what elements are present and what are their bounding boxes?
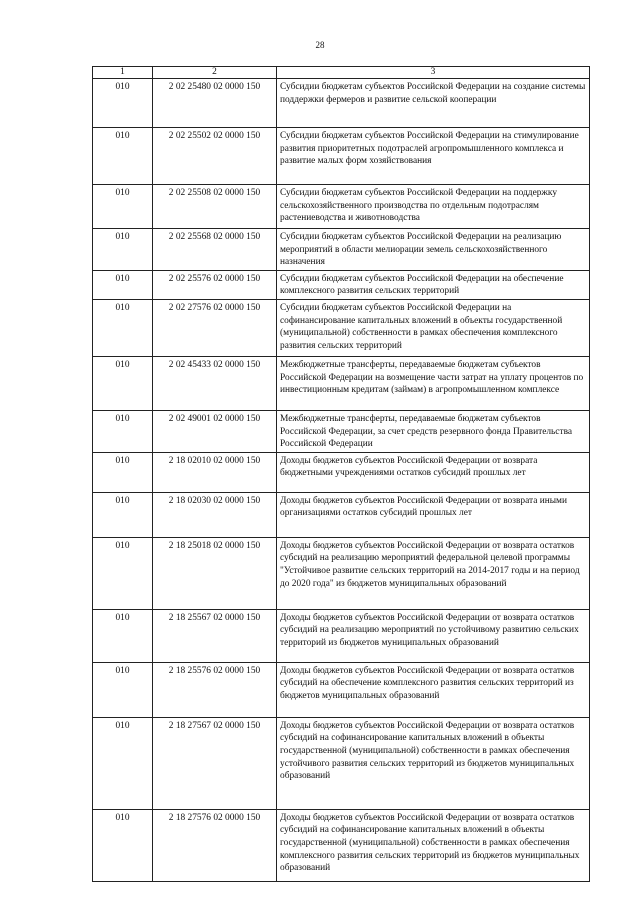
description-cell: Субсидии бюджетам субъектов Российской Федерации на стимулирование развития приоритетных подотраслей агропромышленного комплекса и развитие малых форм хозяйствования [277,128,590,185]
admin-code-cell: 010 [93,537,153,609]
admin-code-cell: 010 [93,809,153,881]
admin-code-cell: 010 [93,717,153,809]
table-row [93,229,590,271]
description-cell: Субсидии бюджетам субъектов Российской Федерации на поддержку сельскохозяйственного производства по отдельным подотраслям растениеводства и животноводства [277,185,590,229]
table-row [93,492,590,537]
admin-code-cell: 010 [93,609,153,662]
table-row [93,128,590,185]
admin-code-cell: 010 [93,128,153,185]
description-cell: Межбюджетные трансферты, передаваемые бюджетам субъектов Российской Федерации, за счет средств резервного фонда Правительства Российской Федерации [277,410,590,452]
description-cell: Доходы бюджетов субъектов Российской Федерации от возврата остатков субсидий на софинансирование капитальных вложений в объекты государственной (муниципальной) собственности в рамках обеспечения комплексного развития сельских территорий из бюджетов муниципальных образований [277,809,590,881]
table-row [93,717,590,809]
description-cell: Доходы бюджетов субъектов Российской Федерации от возврата иными организациями остатков субсидий прошлых лет [277,492,590,537]
description-cell: Доходы бюджетов субъектов Российской Федерации от возврата остатков субсидий на софинансирование капитальных вложений в объекты государственной (муниципальной) собственности в рамках обеспечения устойчивого развития сельских территорий из бюджетов муниципальных образований [277,717,590,809]
admin-code-cell: 010 [93,452,153,492]
table-row [93,662,590,717]
description-cell: Субсидии бюджетам субъектов Российской Федерации на создание системы поддержки фермеров и развитие сельской кооперации [277,79,590,128]
description-cell: Доходы бюджетов субъектов Российской Федерации от возврата бюджетными учреждениями остатков субсидий прошлых лет [277,452,590,492]
admin-code-cell: 010 [93,410,153,452]
page-number: 28 [315,40,325,50]
budget-code-cell: 2 02 25576 02 0000 150 [153,270,277,299]
table-body [93,79,590,882]
budget-code-cell: 2 02 25480 02 0000 150 [153,79,277,128]
budget-code-cell: 2 02 25502 02 0000 150 [153,128,277,185]
header-col-3: 3 [277,67,590,79]
table-row [93,185,590,229]
admin-code-cell: 010 [93,492,153,537]
table-row [93,79,590,128]
header-col-2: 2 [153,67,277,79]
admin-code-cell: 010 [93,662,153,717]
table-row [93,299,590,356]
description-cell: Субсидии бюджетам субъектов Российской Федерации на софинансирование капитальных вложений в объекты государственной (муниципальной) собственности в рамках обеспечения комплексного развития сельских территорий [277,299,590,356]
admin-code-cell: 010 [93,356,153,410]
description-cell: Доходы бюджетов субъектов Российской Федерации от возврата остатков субсидий на реализацию мероприятий по устойчивому развитию сельских территорий из бюджетов муниципальных образований [277,609,590,662]
budget-code-cell: 2 18 27567 02 0000 150 [153,717,277,809]
description-cell: Межбюджетные трансферты, передаваемые бюджетам субъектов Российской Федерации на возмещение части затрат на уплату процентов по инвестиционным кредитам (займам) в агропромышленном комплексе [277,356,590,410]
budget-code-cell: 2 02 27576 02 0000 150 [153,299,277,356]
table-header [93,67,590,79]
budget-code-cell: 2 18 25018 02 0000 150 [153,537,277,609]
admin-code-cell: 010 [93,299,153,356]
description-cell: Субсидии бюджетам субъектов Российской Федерации на реализацию мероприятий в области мелиорации земель сельскохозяйственного назначения [277,229,590,271]
table-row [93,270,590,299]
admin-code-cell: 010 [93,185,153,229]
budget-code-cell: 2 02 45433 02 0000 150 [153,356,277,410]
budget-code-cell: 2 18 02010 02 0000 150 [153,452,277,492]
budget-code-cell: 2 02 25508 02 0000 150 [153,185,277,229]
table-row [93,410,590,452]
revenue-codes-table [92,66,590,882]
budget-code-cell: 2 18 27576 02 0000 150 [153,809,277,881]
table-row [93,609,590,662]
table-row [93,452,590,492]
table-row [93,809,590,881]
description-cell: Доходы бюджетов субъектов Российской Федерации от возврата остатков субсидий на обеспечение комплексного развития сельских территорий из бюджетов муниципальных образований [277,662,590,717]
admin-code-cell: 010 [93,79,153,128]
description-cell: Доходы бюджетов субъектов Российской Федерации от возврата остатков субсидий на реализацию мероприятий федеральной целевой программы "Устойчивое развитие сельских территорий на 2014-2017 годы и на период до 2020 года" из бюджетов муниципальных образований [277,537,590,609]
table-row [93,537,590,609]
description-cell: Субсидии бюджетам субъектов Российской Федерации на обеспечение комплексного развития сельских территорий [277,270,590,299]
budget-code-cell: 2 02 25568 02 0000 150 [153,229,277,271]
budget-code-cell: 2 18 02030 02 0000 150 [153,492,277,537]
budget-code-cell: 2 18 25576 02 0000 150 [153,662,277,717]
table-row [93,356,590,410]
budget-code-cell: 2 02 49001 02 0000 150 [153,410,277,452]
header-row [93,67,590,79]
header-col-1: 1 [93,67,153,79]
admin-code-cell: 010 [93,229,153,271]
admin-code-cell: 010 [93,270,153,299]
budget-code-cell: 2 18 25567 02 0000 150 [153,609,277,662]
